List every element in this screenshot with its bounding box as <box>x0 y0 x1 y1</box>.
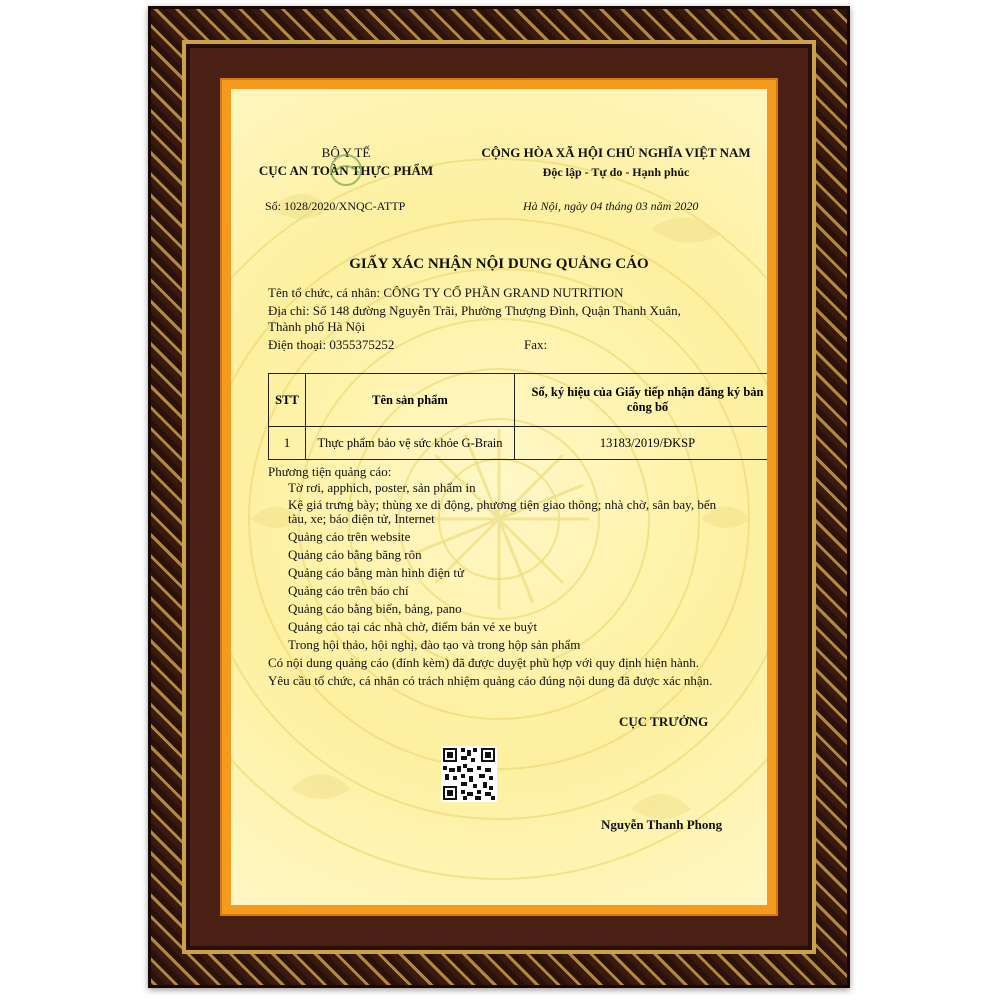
country-name: CỘNG HÒA XÃ HỘI CHỦ NGHĨA VIỆT NAM <box>481 145 751 160</box>
table-row <box>269 427 768 460</box>
organization-address-line2: Thành phố Hà Nội <box>268 319 366 334</box>
department-logo-icon <box>321 153 371 187</box>
signatory-name: Nguyễn Thanh Phong <box>601 817 723 832</box>
cell-product-name: Thực phẩm bảo vệ sức khỏe G-Brain <box>306 427 515 460</box>
media-item: Tờ rơi, apphich, poster, sản phẩm in <box>288 480 476 495</box>
product-table <box>268 373 767 460</box>
certificate-paper <box>231 89 767 905</box>
media-item: Quảng cáo bằng biển, bảng, pano <box>288 601 462 616</box>
media-item: Quảng cáo trên báo chí <box>288 583 409 598</box>
place-and-date: Hà Nội, ngày 04 tháng 03 năm 2020 <box>523 199 699 213</box>
picture-frame <box>148 6 850 988</box>
cell-stt: 1 <box>269 427 306 460</box>
media-item: Quảng cáo trên website <box>288 529 411 544</box>
media-item: tàu, xe; báo điện tử, Internet <box>288 511 435 526</box>
column-header-registration: Số, ký hiệu của Giấy tiếp nhận đăng ký bản công bố <box>515 374 768 427</box>
document-title: GIẤY XÁC NHẬN NỘI DUNG QUẢNG CÁO <box>349 256 649 272</box>
signatory-role: CỤC TRƯỞNG <box>619 714 709 729</box>
media-item: Trong hội thảo, hội nghị, đào tạo và trong hộp sản phẩm <box>288 637 581 652</box>
qr-code-icon <box>441 746 497 802</box>
media-item: Quảng cáo bằng băng rôn <box>288 547 422 562</box>
approval-statement: Có nội dung quảng cáo (đính kèm) đã được duyệt phù hợp với quy định hiện hành. <box>268 655 699 670</box>
national-motto: Độc lập - Tự do - Hạnh phúc <box>542 165 690 179</box>
media-item: Quảng cáo bằng màn hình điện tử <box>288 565 465 580</box>
document-number: Số: 1028/2020/XNQC-ATTP <box>265 199 406 213</box>
responsibility-statement: Yêu cầu tổ chức, cá nhân có trách nhiệm quảng cáo đúng nội dung đã được xác nhận. <box>268 673 713 688</box>
column-header-stt: STT <box>269 374 306 427</box>
cell-registration-number: 13183/2019/ĐKSP <box>515 427 768 460</box>
organization-name: Tên tổ chức, cá nhân: CÔNG TY CỔ PHẦN GRAND NUTRITION <box>268 285 624 300</box>
media-item: Kệ giá trưng bày; thùng xe di động, phương tiện giao thông; nhà chờ, sân bay, bến <box>288 497 717 512</box>
organization-address-line1: Địa chỉ: Số 148 đường Nguyễn Trãi, Phường Thượng Đình, Quận Thanh Xuân, <box>268 303 681 318</box>
department-name: CỤC AN TOÀN THỰC PHẨM <box>258 163 434 178</box>
organization-phone: Điện thoại: 0355375252 <box>268 337 395 352</box>
media-heading: Phương tiện quảng cáo: <box>268 464 392 479</box>
column-header-product: Tên sản phẩm <box>306 374 515 427</box>
media-item: Quảng cáo tại các nhà chờ, điểm bán vé xe buýt <box>288 619 538 634</box>
table-header-row <box>269 374 768 427</box>
ministry-name: BỘ Y TẾ <box>321 145 371 160</box>
organization-fax: Fax: <box>524 337 548 352</box>
